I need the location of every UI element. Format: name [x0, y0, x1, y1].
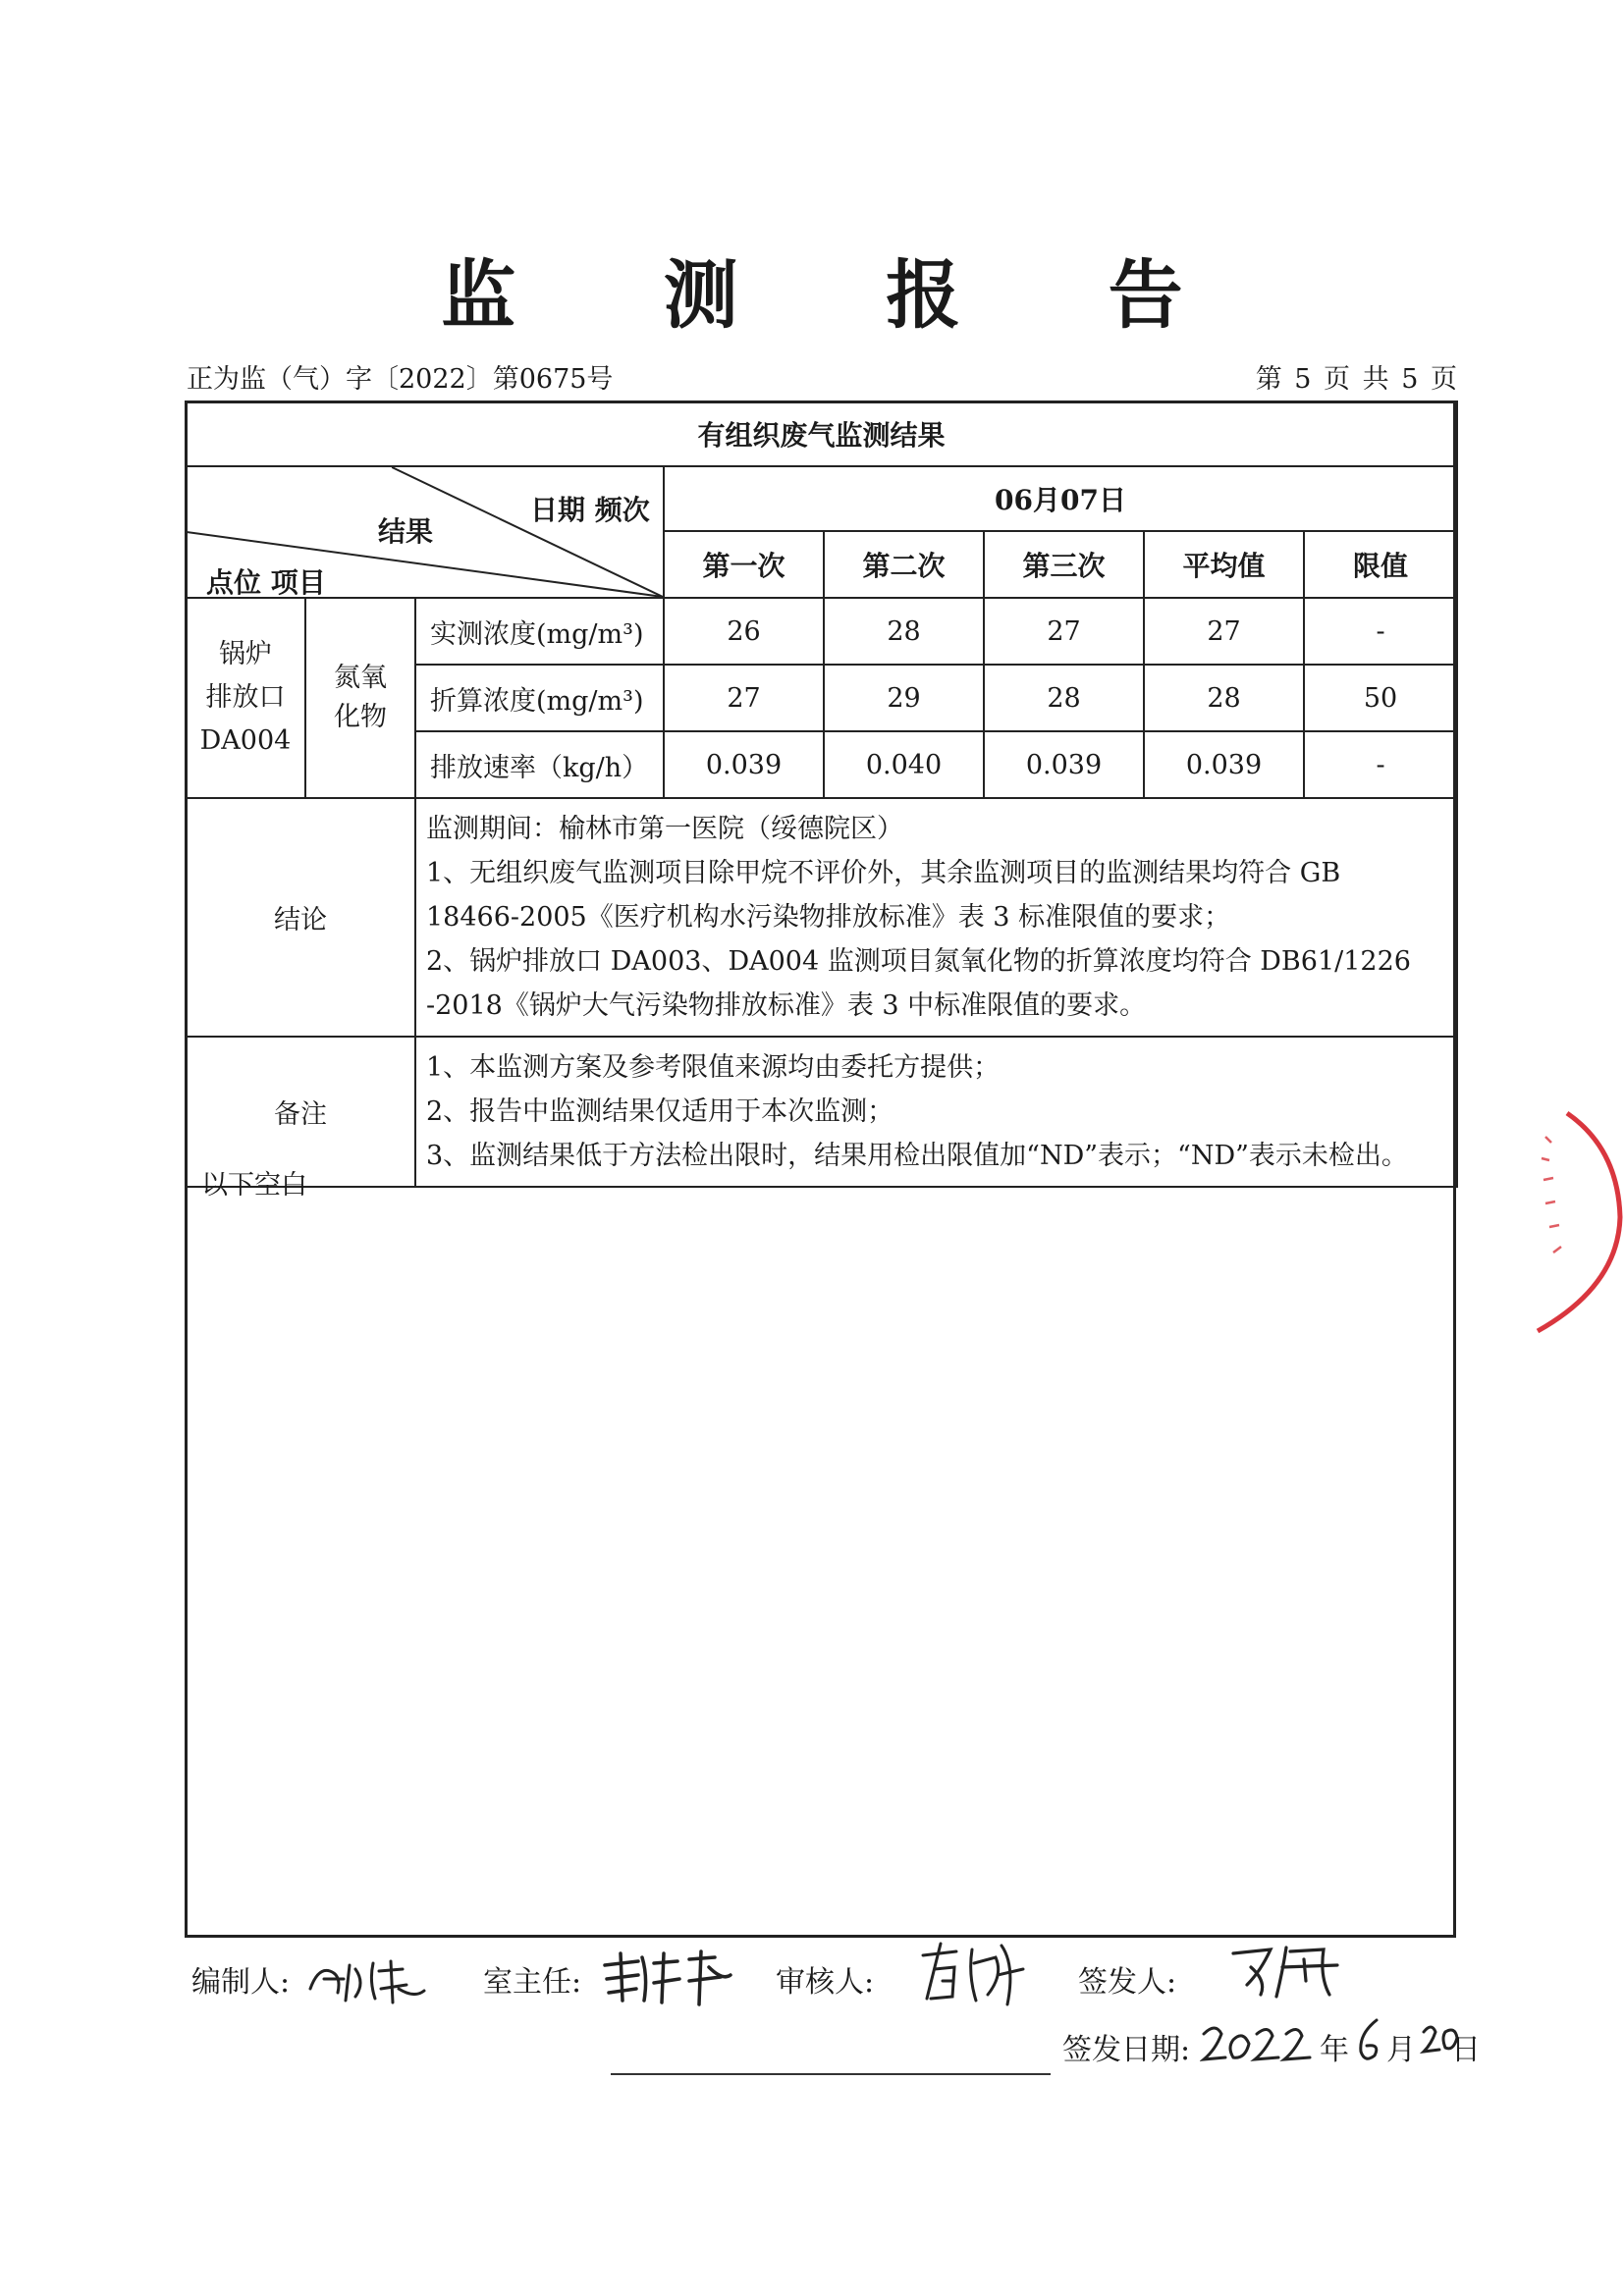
- remarks-line: 3、监测结果低于方法检出限时，结果用检出限值加“ND”表示；“ND”表示未检出。: [426, 1141, 1408, 1171]
- director-signature: [599, 1948, 736, 2008]
- item-label: 折算浓度(mg/m³): [415, 665, 664, 731]
- corner-date-frequency: 日期 频次: [530, 494, 650, 526]
- monitoring-results-table: [185, 400, 1458, 1188]
- conclusion-label: 结论: [186, 798, 415, 1037]
- issuer-signature: [1227, 1938, 1345, 2002]
- conclusion-line: 2、锅炉排放口 DA003、DA004 监测项目氮氧化物的折算浓度均符合 DB61/1226: [426, 946, 1411, 977]
- monitoring-point: [186, 598, 305, 798]
- table-cell: 0.039: [664, 731, 824, 798]
- pollutant-line: 氮氧: [334, 663, 387, 693]
- item-label: 排放速率（kg/h）: [415, 731, 664, 798]
- reviewer-label: 审核人:: [776, 1965, 875, 2000]
- issue-date-label: 签发日期:: [1062, 2033, 1191, 2067]
- issue-date-year-handwritten: [1200, 2020, 1320, 2069]
- col-header-third: 第三次: [984, 531, 1144, 598]
- point-line: DA004: [199, 725, 292, 756]
- remarks-label: 备注: [186, 1037, 415, 1187]
- conclusion-line: 监测期间：榆林市第一医院（绥德院区）: [426, 814, 903, 844]
- corner-header: [186, 466, 664, 598]
- issue-date-day-unit: 日: [1451, 2033, 1481, 2067]
- table-cell: 29: [824, 665, 984, 731]
- issue-date-month-unit: 月: [1386, 2033, 1416, 2067]
- table-cell: 0.039: [1144, 731, 1304, 798]
- remarks-text: [415, 1037, 1457, 1187]
- table-row: [186, 598, 1457, 665]
- point-line: 排放口: [205, 682, 286, 713]
- blank-below-note: 以下空白: [201, 1170, 307, 1201]
- corner-point-item: 点位 项目: [206, 566, 326, 599]
- page-number: 第 5 页 共 5 页: [1255, 364, 1459, 395]
- table-cell: 28: [984, 665, 1144, 731]
- table-cell: 28: [1144, 665, 1304, 731]
- reviewer-signature: [913, 1936, 1031, 2014]
- table-cell: 0.040: [824, 731, 984, 798]
- issue-date-month-handwritten: [1353, 2014, 1386, 2065]
- conclusion-line: 1、无组织废气监测项目除甲烷不评价外，其余监测项目的监测结果均符合 GB: [426, 858, 1341, 888]
- remarks-line: 2、报告中监测结果仅适用于本次监测；: [426, 1096, 894, 1127]
- point-line: 锅炉: [219, 639, 272, 669]
- conclusion-text: [415, 798, 1457, 1037]
- table-cell: 0.039: [984, 731, 1144, 798]
- bottom-rule: [611, 2073, 1051, 2075]
- preparer-signature: [304, 1949, 432, 2008]
- issuer-label: 签发人:: [1078, 1965, 1177, 2000]
- col-header-second: 第二次: [824, 531, 984, 598]
- table-cell: 28: [824, 598, 984, 665]
- section-title: 有组织废气监测结果: [186, 401, 1457, 466]
- conclusion-line: 18466-2005《医疗机构水污染物排放标准》表 3 标准限值的要求；: [426, 902, 1231, 933]
- item-label: 实测浓度(mg/m³): [415, 598, 664, 665]
- report-reference-number: 正为监（气）字〔2022〕第0675号: [187, 364, 614, 395]
- pollutant-line: 化物: [334, 702, 387, 732]
- table-cell: -: [1304, 598, 1457, 665]
- table-cell: 27: [664, 665, 824, 731]
- conclusion-line: -2018《锅炉大气污染物排放标准》表 3 中标准限值的要求。: [426, 990, 1147, 1021]
- corner-result: 结果: [378, 515, 434, 548]
- col-header-average: 平均值: [1144, 531, 1304, 598]
- table-cell: 50: [1304, 665, 1457, 731]
- remarks-line: 1、本监测方案及参考限值来源均由委托方提供；: [426, 1052, 1001, 1083]
- col-header-first: 第一次: [664, 531, 824, 598]
- table-cell: 27: [1144, 598, 1304, 665]
- date-header: 06月07日: [664, 466, 1457, 531]
- col-header-limit: 限值: [1304, 531, 1457, 598]
- table-cell: -: [1304, 731, 1457, 798]
- table-cell: 26: [664, 598, 824, 665]
- report-title: 监 测 报 告: [441, 251, 1244, 339]
- preparer-label: 编制人:: [191, 1965, 291, 2000]
- issue-date-year-unit: 年: [1320, 2033, 1349, 2067]
- official-seal-partial: [1528, 1109, 1624, 1335]
- pollutant-name: [305, 598, 415, 798]
- table-cell: 27: [984, 598, 1144, 665]
- director-label: 室主任:: [483, 1965, 582, 2000]
